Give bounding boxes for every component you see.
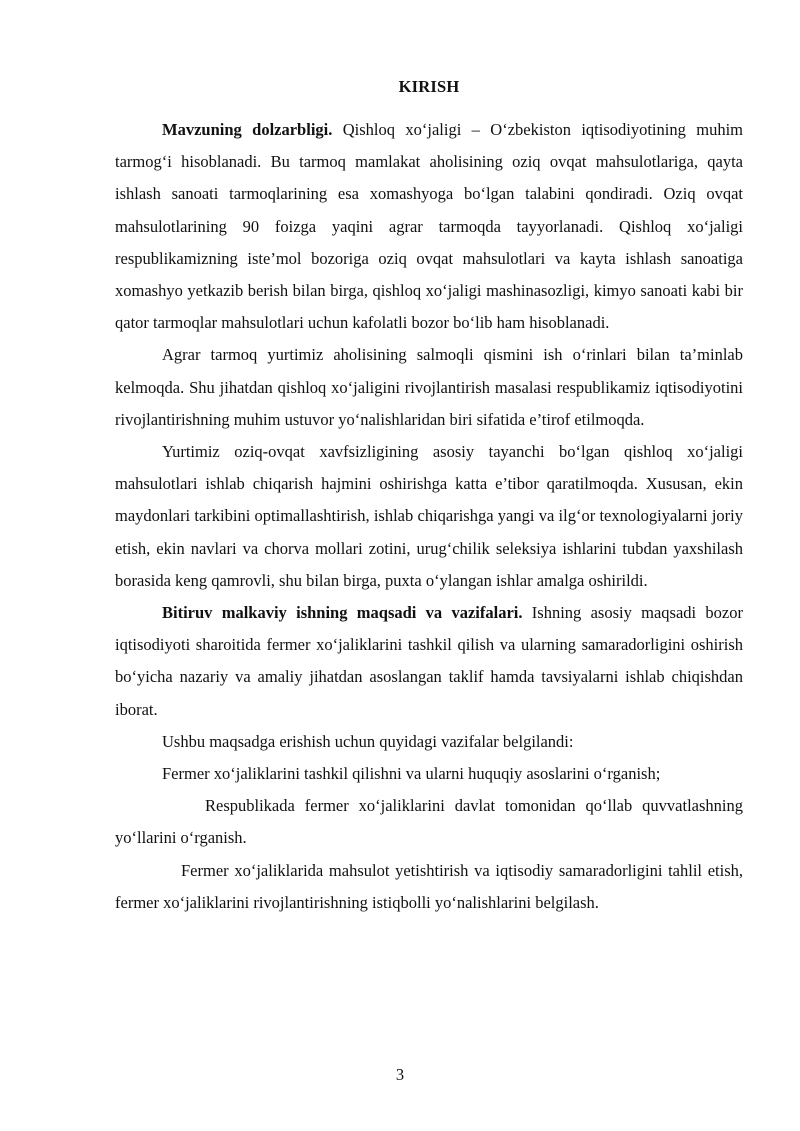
page-content <box>115 75 743 919</box>
task-item-3 <box>115 855 743 919</box>
page-number: 3 <box>395 1065 405 1084</box>
paragraph-tasks-intro <box>115 726 743 758</box>
paragraph-lead: Mavzuning dolzarbligi. <box>162 120 333 139</box>
paragraph-text: Agrar tarmoq yurtimiz aholisining salmoqli qismini ish o‘rinlari bilan ta’minlab kelmoqda. Shu jihatdan qishloq xo‘jaligini rivojlantirish masalasi respublikamiz iqtisodiyotini rivojlantirishning muhim ustuvor yo‘nalishlaridan biri sifatida e’tirof etilmoqda. <box>115 345 743 429</box>
paragraph-relevance <box>115 114 743 339</box>
paragraph-text: Fermer xo‘jaliklarida mahsulot yetishtirish va iqtisodiy samaradorligini tahlil etish, fermer xo‘jaliklarini rivojlantirishning istiqbolli yo‘nalishlarini belgilash. <box>115 860 743 912</box>
paragraph-text: Ishning asosiy maqsadi bozor iqtisodiyoti sharoitida fermer xo‘jaliklarini tashkil qilish va ularning samaradorligini oshirish bo‘yicha nazariy va amaliy jihatdan asoslangan taklif hamda tavsiyalarni ishlab chiqishdan iborat. <box>115 603 743 719</box>
paragraph-goals <box>115 597 743 726</box>
paragraph-agrarian-sector <box>115 339 743 436</box>
section-title: KIRISH <box>398 77 460 96</box>
paragraph-text: Fermer xo‘jaliklarini tashkil qilishni va ularni huquqiy asoslarini o‘rganish; <box>162 764 661 784</box>
paragraph-text: Qishloq xo‘jaligi – O‘zbekiston iqtisodiyotining muhim tarmog‘i hisoblanadi. Bu tarmoq mamlakat aholisining oziq ovqat mahsulotlariga, qayta ishlash sanoati tarmoqlarining esa xomashyoga bo‘lgan talabini qondiradi. Oziq ovqat mahsulotlarining 90 foizga yaqini agrar tarmoqda tayyorlanadi. Qishloq xo‘jaligi respublikamizning iste’mol bozoriga oziq ovqat mahsulotlari va kayta ishlash sanoatiga xomashyo yetkazib berish bilan birga, qishloq xo‘jaligi mashinasozligi, kimyo sanoati kabi bir qator tarmoqlar mahsulotlari uchun kafolatli bozor bo‘lib ham hisoblanadi. <box>115 120 743 333</box>
task-item-2 <box>115 790 743 854</box>
task-item-1 <box>115 758 743 790</box>
paragraph-text: Respublikada fermer xo‘jaliklarini davlat tomonidan qo‘llab quvvatlashning yo‘llarini o‘rganish. <box>115 796 743 848</box>
paragraph-food-security <box>115 436 743 597</box>
paragraph-text: Ushbu maqsadga erishish uchun quyidagi vazifalar belgilandi: <box>162 731 574 751</box>
paragraph-text: Yurtimiz oziq-ovqat xavfsizligining asosiy tayanchi bo‘lgan qishloq xo‘jaligi mahsulotlari ishlab chiqarish hajmini oshirishga katta e’tibor qaratilmoqda. Xususan, ekin maydonlari tarkibini optimallashtirish, ishlab chiqarishga yangi va ilg‘or texnologiyalarni joriy etish, ekin navlari va chorva mollari zotini, urug‘chilik seleksiya ishlarini tubdan yaxshilash borasida keng qamrovli, shu bilan birga, puxta o‘ylangan ishlar amalga oshirildi. <box>115 442 743 590</box>
paragraph-lead: Bitiruv malkaviy ishning maqsadi va vazifalari. <box>162 603 523 623</box>
